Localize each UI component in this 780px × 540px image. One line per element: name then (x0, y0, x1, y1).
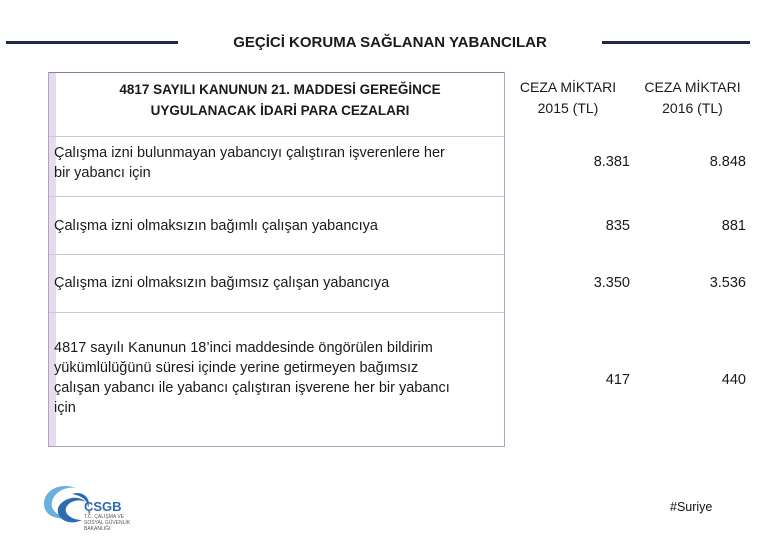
table-row-description (54, 216, 499, 236)
table-header-line: 4817 SAYILI KANUNUN 21. MADDESİ GEREĞİNCE (119, 82, 441, 97)
value-2016: 440 (721, 372, 746, 388)
description-line: 4817 sayılı Kanunun 18’inci maddesinde öngörülen bildirim (54, 340, 433, 356)
description-line: Çalışma izni olmaksızın bağımsız çalışan yabancıya (54, 275, 390, 291)
column-header-2015 (508, 77, 628, 119)
column-header-line: CEZA MİKTARI (519, 79, 617, 95)
logo-subtitle-line: SOSYAL GÜVENLİK (84, 520, 131, 526)
column-top-line (49, 72, 504, 73)
table-header (80, 79, 480, 121)
table-row-description (54, 143, 499, 183)
table-row-description (54, 338, 499, 418)
column-header-line: 2016 (TL) (662, 100, 723, 116)
value-2016: 8.848 (709, 154, 746, 170)
description-line: Çalışma izni olmaksızın bağımlı çalışan yabancıya (54, 218, 378, 234)
logo-text: ÇSGB (84, 499, 122, 514)
logo-subtitle (84, 514, 144, 532)
column-header-line: 2015 (TL) (537, 100, 599, 116)
value-2015: 835 (605, 218, 630, 234)
description-line: için (54, 400, 76, 416)
value-2016: 3.536 (709, 275, 746, 291)
row-divider (49, 254, 504, 255)
description-line: yükümlülüğünü süresi içinde yerine getirmeyen bağımsız (54, 360, 419, 376)
logo-subtitle-line: BAKANLIĞI (84, 526, 111, 532)
title-bar (0, 28, 780, 58)
row-divider (49, 312, 504, 313)
value-2015: 8.381 (593, 154, 630, 170)
value-2015: 3.350 (593, 275, 630, 291)
table-row-description (54, 273, 499, 293)
table-header-line: UYGULANACAK İDARİ PARA CEZALARI (150, 103, 410, 118)
value-2016: 881 (721, 218, 746, 234)
title-rule-left (6, 41, 178, 44)
page-title: GEÇİCİ KORUMA SAĞLANAN YABANCILAR (233, 34, 547, 51)
description-line: bir yabancı için (54, 165, 151, 181)
description-line: Çalışma izni bulunmayan yabancıyı çalıştıran işverenlere her (54, 145, 445, 161)
column-header-line: CEZA MİKTARI (644, 79, 741, 95)
description-line: çalışan yabancı ile yabancı çalıştıran işverene her bir yabancı (54, 380, 450, 396)
title-rule-right (602, 41, 750, 44)
logo-subtitle-line: T.C. ÇALIŞMA VE (84, 514, 125, 520)
row-divider (49, 136, 504, 137)
value-2015: 417 (605, 372, 630, 388)
column-header-2016 (630, 77, 755, 119)
row-divider (49, 196, 504, 197)
hashtag-label: #Suriye (670, 500, 713, 514)
